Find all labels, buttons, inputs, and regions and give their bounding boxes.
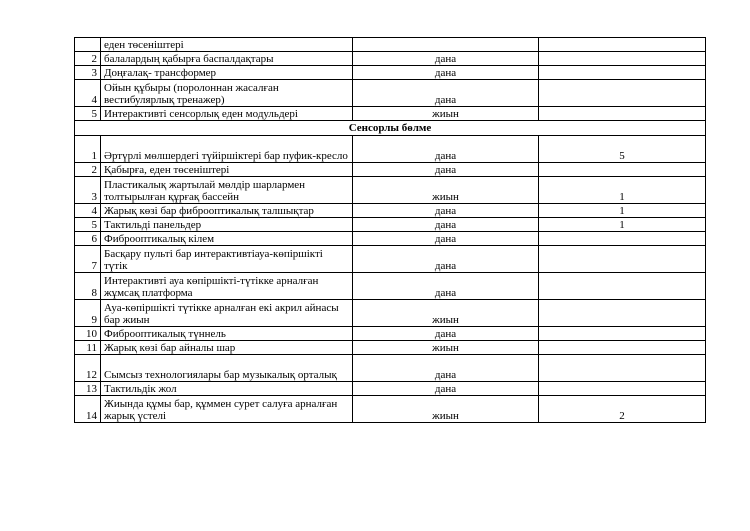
section-header-row xyxy=(75,121,706,136)
row-number: 4 xyxy=(75,80,101,107)
item-unit: дана xyxy=(353,246,539,273)
row-number: 3 xyxy=(75,66,101,80)
item-quantity xyxy=(539,80,706,107)
row-number: 5 xyxy=(75,218,101,232)
item-unit: жиын xyxy=(353,396,539,423)
item-name: Интерактивті ауа көпіршікті-түтікке арналған жұмсақ платформа xyxy=(101,273,353,300)
row-number: 1 xyxy=(75,136,101,163)
item-unit: жиын xyxy=(353,300,539,327)
item-quantity: 2 xyxy=(539,396,706,423)
row-number: 11 xyxy=(75,341,101,355)
row-number: 4 xyxy=(75,204,101,218)
item-quantity xyxy=(539,52,706,66)
item-unit: дана xyxy=(353,80,539,107)
item-quantity xyxy=(539,300,706,327)
table-row xyxy=(75,66,706,80)
item-name: Тактильдік жол xyxy=(101,382,353,396)
table-row xyxy=(75,341,706,355)
row-number: 10 xyxy=(75,327,101,341)
table-row xyxy=(75,232,706,246)
table-row xyxy=(75,246,706,273)
row-number: 13 xyxy=(75,382,101,396)
item-unit: дана xyxy=(353,204,539,218)
item-unit: дана xyxy=(353,66,539,80)
row-number: 7 xyxy=(75,246,101,273)
item-quantity: 1 xyxy=(539,218,706,232)
item-name: Фиброоптикалық кілем xyxy=(101,232,353,246)
table-row xyxy=(75,355,706,382)
table-row xyxy=(75,163,706,177)
table-row xyxy=(75,218,706,232)
table-row xyxy=(75,273,706,300)
item-name: балалардың қабырға баспалдақтары xyxy=(101,52,353,66)
item-quantity xyxy=(539,327,706,341)
table-row xyxy=(75,52,706,66)
item-name: Доңғалақ- трансформер xyxy=(101,66,353,80)
item-quantity xyxy=(539,38,706,52)
item-quantity xyxy=(539,232,706,246)
item-unit: жиын xyxy=(353,107,539,121)
item-unit: дана xyxy=(353,232,539,246)
row-number: 2 xyxy=(75,163,101,177)
row-number: 5 xyxy=(75,107,101,121)
item-unit xyxy=(353,38,539,52)
item-quantity xyxy=(539,341,706,355)
row-number: 8 xyxy=(75,273,101,300)
item-quantity xyxy=(539,355,706,382)
item-unit: жиын xyxy=(353,177,539,204)
table-row xyxy=(75,204,706,218)
item-quantity: 5 xyxy=(539,136,706,163)
item-unit: дана xyxy=(353,136,539,163)
row-number xyxy=(75,38,101,52)
item-name: Жарық көзі бар айналы шар xyxy=(101,341,353,355)
item-name: еден төсеніштері xyxy=(101,38,353,52)
item-unit: жиын xyxy=(353,341,539,355)
item-name: Қабырға, еден төсеніштері xyxy=(101,163,353,177)
item-quantity: 1 xyxy=(539,177,706,204)
item-quantity xyxy=(539,382,706,396)
row-number: 14 xyxy=(75,396,101,423)
item-unit: дана xyxy=(353,355,539,382)
item-name: Пластикалық жартылай мөлдір шарлармен толтырылған құрғақ бассейн xyxy=(101,177,353,204)
item-name: Сымсыз технологиялары бар музыкалық орталық xyxy=(101,355,353,382)
item-unit: дана xyxy=(353,218,539,232)
item-unit: дана xyxy=(353,273,539,300)
row-number: 12 xyxy=(75,355,101,382)
item-name: Ауа-көпіршікті түтікке арналған екі акрил айнасы бар жиын xyxy=(101,300,353,327)
row-number: 6 xyxy=(75,232,101,246)
item-quantity xyxy=(539,107,706,121)
equipment-table xyxy=(74,37,706,423)
table-row xyxy=(75,327,706,341)
item-name: Әртүрлі мөлшердегі түйіршіктері бар пуфик-кресло xyxy=(101,136,353,163)
item-quantity xyxy=(539,163,706,177)
table-row xyxy=(75,396,706,423)
table-row xyxy=(75,382,706,396)
item-name: Интерактивті сенсорлық еден модульдері xyxy=(101,107,353,121)
item-quantity xyxy=(539,66,706,80)
item-quantity xyxy=(539,273,706,300)
item-name: Басқару пульті бар интерактивтіауа-көпіршікті түтік xyxy=(101,246,353,273)
table-row xyxy=(75,136,706,163)
item-unit: дана xyxy=(353,382,539,396)
table-row xyxy=(75,38,706,52)
item-name: Ойын құбыры (поролоннан жасалған вестибулярлық тренажер) xyxy=(101,80,353,107)
row-number: 2 xyxy=(75,52,101,66)
item-name: Жиында құмы бар, құммен сурет салуға арналған жарық үстелі xyxy=(101,396,353,423)
section-title: Сенсорлы бөлме xyxy=(75,121,706,136)
table-row xyxy=(75,300,706,327)
item-quantity xyxy=(539,246,706,273)
item-name: Тактильді панельдер xyxy=(101,218,353,232)
item-unit: дана xyxy=(353,52,539,66)
row-number: 3 xyxy=(75,177,101,204)
item-quantity: 1 xyxy=(539,204,706,218)
table-row xyxy=(75,107,706,121)
row-number: 9 xyxy=(75,300,101,327)
table-row xyxy=(75,80,706,107)
item-unit: дана xyxy=(353,327,539,341)
item-name: Жарық көзі бар фиброоптикалық талшықтар xyxy=(101,204,353,218)
table-row xyxy=(75,177,706,204)
item-unit: дана xyxy=(353,163,539,177)
item-name: Фиброоптикалық түннель xyxy=(101,327,353,341)
